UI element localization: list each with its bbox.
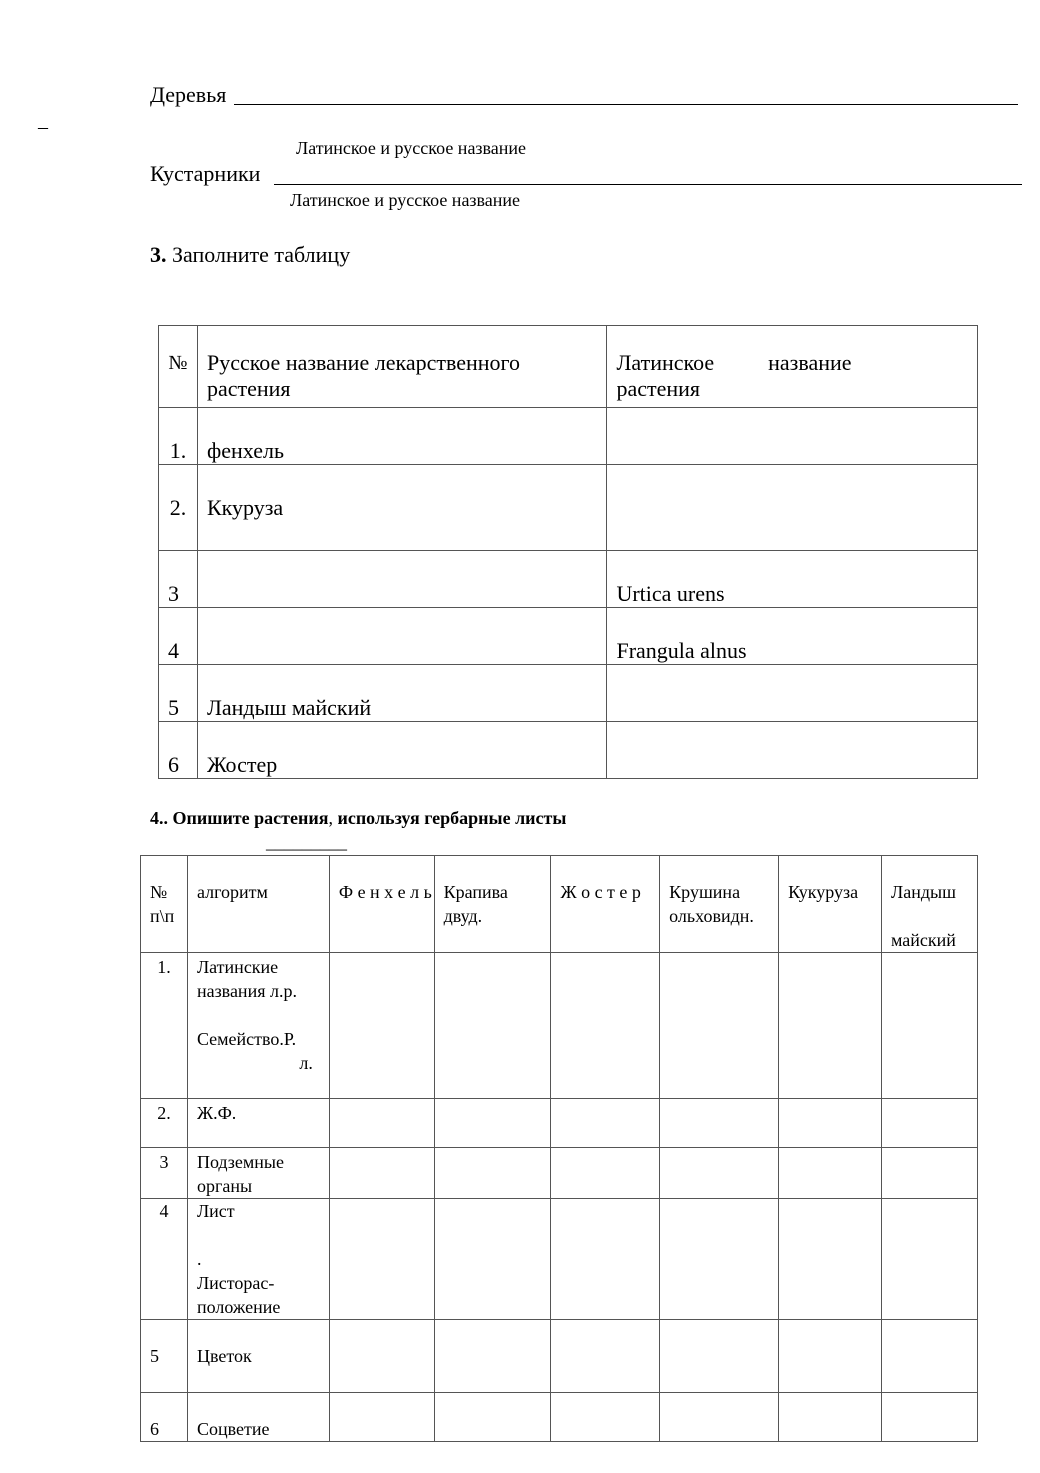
table-row <box>159 608 978 665</box>
description-table <box>140 855 978 1442</box>
table-row <box>141 1148 978 1199</box>
cell-corn[interactable] <box>779 953 882 1099</box>
cell-nettle[interactable] <box>434 1320 551 1393</box>
header-latin <box>607 326 978 408</box>
cell-frangula[interactable] <box>660 1148 779 1199</box>
cell-nettle[interactable] <box>434 1099 551 1148</box>
header-lily-line1: Ландыш <box>891 882 956 902</box>
row-algorithm-line3: Листорас-положение <box>196 1273 281 1317</box>
cell-lily[interactable] <box>882 1099 978 1148</box>
cell-frangula[interactable] <box>660 1099 779 1148</box>
cell-corn[interactable] <box>779 1320 882 1393</box>
cell-fennel[interactable] <box>329 1393 434 1442</box>
shrubs-label: Кустарники <box>150 161 261 186</box>
row-latin[interactable] <box>607 722 978 779</box>
cell-nettle[interactable] <box>434 953 551 1099</box>
header-frangula: Крушина ольховидн. <box>660 856 779 953</box>
row-algorithm-line3: л. <box>299 1053 313 1073</box>
task3-number: 3. <box>150 242 167 267</box>
row-num: 1. <box>159 408 198 465</box>
trees-answer-line[interactable] <box>234 104 1018 105</box>
table-row <box>159 551 978 608</box>
header-fennel: Ф е н х е л ь <box>329 856 434 953</box>
table-row <box>141 1199 978 1320</box>
cell-corn[interactable] <box>779 1148 882 1199</box>
row-algorithm-line2: Семейство.Р. <box>196 1029 297 1049</box>
row-algorithm: Ж.Ф. <box>187 1099 329 1148</box>
cell-buckthorn[interactable] <box>551 1393 660 1442</box>
row-algorithm <box>187 1199 329 1320</box>
header-num: № <box>159 326 198 408</box>
task4-title-bold: 4.. Опишите растения <box>150 808 329 828</box>
row-num: 5 <box>159 665 198 722</box>
task4-title-comma: , <box>328 808 333 828</box>
trees-caption: Латинское и русское название <box>296 138 527 158</box>
header-corn: Кукуруза <box>779 856 882 953</box>
row-russian[interactable]: Ландыш майский <box>197 665 607 722</box>
row-latin[interactable] <box>607 665 978 722</box>
cell-nettle[interactable] <box>434 1393 551 1442</box>
row-latin[interactable] <box>607 465 978 551</box>
cell-buckthorn[interactable] <box>551 1099 660 1148</box>
cell-fennel[interactable] <box>329 1320 434 1393</box>
row-algorithm: Соцветие <box>187 1393 329 1442</box>
row-num: 6 <box>141 1393 188 1442</box>
row-algorithm-line1: Латинские названия л.р. <box>196 957 297 1001</box>
cell-frangula[interactable] <box>660 1199 779 1320</box>
cell-corn[interactable] <box>779 1393 882 1442</box>
dash-mark: – <box>38 116 48 138</box>
table-row <box>159 465 978 551</box>
row-latin[interactable] <box>607 408 978 465</box>
row-num: 4 <box>159 608 198 665</box>
cell-buckthorn[interactable] <box>551 1148 660 1199</box>
plants-table-header <box>159 326 978 408</box>
cell-fennel[interactable] <box>329 953 434 1099</box>
cell-lily[interactable] <box>882 1393 978 1442</box>
task4-title-rest: используя гербарные листы <box>332 808 567 828</box>
cell-lily[interactable] <box>882 1148 978 1199</box>
cell-lily[interactable] <box>882 953 978 1099</box>
header-lily <box>882 856 978 953</box>
header-lily-line2: майский <box>891 930 956 950</box>
header-buckthorn: Ж о с т е р <box>551 856 660 953</box>
table-row <box>141 1393 978 1442</box>
row-num: 4 <box>141 1199 188 1320</box>
row-latin[interactable]: Urtica urens <box>607 551 978 608</box>
cell-nettle[interactable] <box>434 1199 551 1320</box>
cell-lily[interactable] <box>882 1199 978 1320</box>
task3-heading <box>150 242 350 268</box>
table-row <box>141 953 978 1099</box>
table-row <box>141 1099 978 1148</box>
row-russian[interactable] <box>197 608 607 665</box>
row-num: 6 <box>159 722 198 779</box>
row-algorithm-line1: Лист <box>196 1201 235 1221</box>
header-latin-word2: название <box>768 350 852 375</box>
row-russian[interactable]: Ккуруза <box>197 465 607 551</box>
header-num: № п\п <box>141 856 188 953</box>
cell-fennel[interactable] <box>329 1199 434 1320</box>
row-num: 2. <box>159 465 198 551</box>
cell-fennel[interactable] <box>329 1148 434 1199</box>
cell-frangula[interactable] <box>660 1393 779 1442</box>
trees-label: Деревья <box>150 82 227 107</box>
row-russian[interactable]: Жостер <box>197 722 607 779</box>
shrubs-caption: Латинское и русское название <box>290 190 521 210</box>
task4-heading <box>150 808 566 829</box>
cell-buckthorn[interactable] <box>551 1320 660 1393</box>
row-algorithm <box>187 953 329 1099</box>
table-row <box>159 722 978 779</box>
header-nettle: Крапива двуд. <box>434 856 551 953</box>
row-latin[interactable]: Frangula alnus <box>607 608 978 665</box>
row-num: 1. <box>141 953 188 1099</box>
row-num: 3 <box>159 551 198 608</box>
cell-corn[interactable] <box>779 1099 882 1148</box>
row-num: 3 <box>141 1148 188 1199</box>
cell-buckthorn[interactable] <box>551 1199 660 1320</box>
cell-frangula[interactable] <box>660 1320 779 1393</box>
table-row <box>159 408 978 465</box>
row-num: 5 <box>141 1320 188 1393</box>
row-algorithm-line2: . <box>196 1249 202 1269</box>
row-algorithm: Цветок <box>187 1320 329 1393</box>
row-num: 2. <box>141 1099 188 1148</box>
plants-table <box>158 325 978 779</box>
cell-nettle[interactable] <box>434 1148 551 1199</box>
cell-fennel[interactable] <box>329 1099 434 1148</box>
row-russian[interactable] <box>197 551 607 608</box>
header-algorithm: алгоритм <box>187 856 329 953</box>
table-row <box>159 665 978 722</box>
cell-buckthorn[interactable] <box>551 953 660 1099</box>
header-latin-word3: растения <box>616 376 701 401</box>
task4-underline: _________ <box>266 832 347 852</box>
task3-title: Заполните таблицу <box>172 242 351 267</box>
header-latin-word1: Латинское <box>616 350 715 375</box>
row-russian[interactable]: фенхель <box>197 408 607 465</box>
shrubs-answer-line[interactable] <box>274 184 1022 185</box>
cell-lily[interactable] <box>882 1320 978 1393</box>
table-row <box>141 1320 978 1393</box>
header-russian: Русское название лекарственного растения <box>197 326 607 408</box>
cell-frangula[interactable] <box>660 953 779 1099</box>
row-algorithm: Подземные органы <box>187 1148 329 1199</box>
cell-corn[interactable] <box>779 1199 882 1320</box>
description-table-header <box>141 856 978 953</box>
